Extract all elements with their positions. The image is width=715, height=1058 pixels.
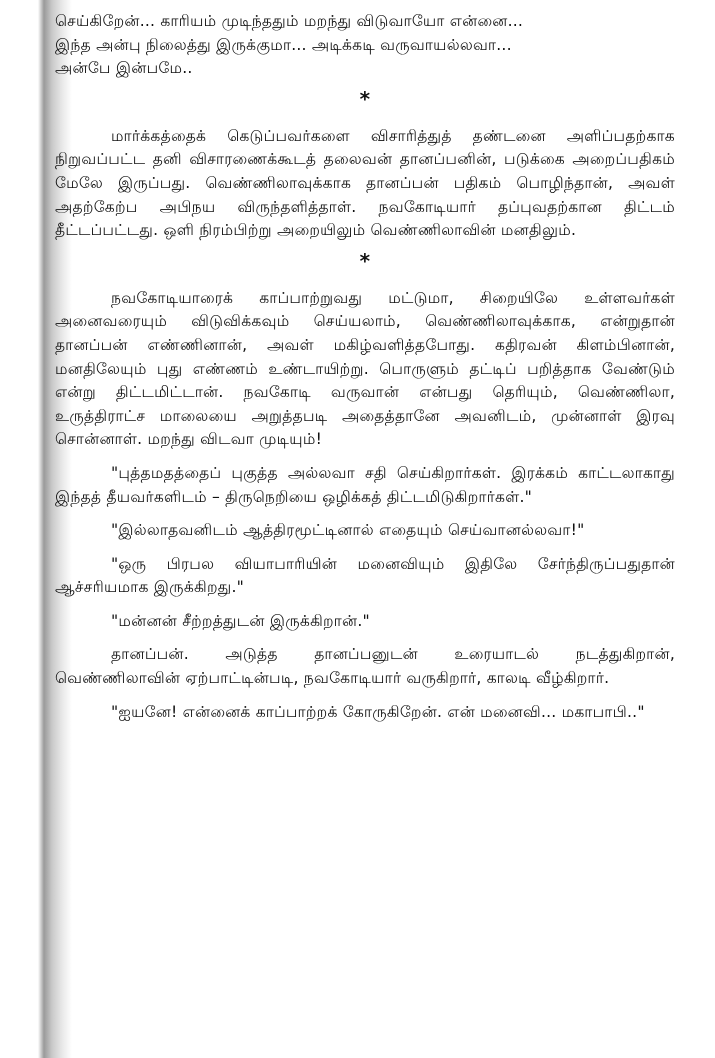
paragraph-9: "ஐயனே! என்னைக் காப்பாற்றக் கோருகிறேன். என் மனைவி... மகாபாபி.." [111,702,645,721]
intro-line-3: அன்பே இன்பமே.. [55,59,193,78]
paragraph-3: நவகோடியாரைக் காப்பாற்றுவது மட்டுமா, சிறையிலே உள்ளவர்கள் அனைவரையும் விடுவிக்கவும் செய்யலாம், வெண்ணிலாவுக்காக, என்றுதான் தானப்பன் எண்ணினான், அவள் மகிழ்வளித்தபோது. கதிரவன் கிளம்பினான், மனதிலேயும் புது எண்ணம் உண்டாயிற்று. பொருளும் தட்டிப் பறித்தாக வேண்டும் என்று திட்டமிட்டான். நவகோடி வருவான் என்பது தெரியும், வெண்ணிலா, உருத்திராட்ச மாலையை அறுத்தபடி அதைத்தானே அவனிடம், முன்னாள் இரவு சொன்னாள். மறந்து விடவா முடியும்! [55,288,675,449]
intro-line-2: இந்த அன்பு நிலைத்து இருக்குமா... அடிக்கடி வருவாயல்லவா... [55,35,512,54]
paragraph-6: "ஒரு பிரபல வியாபாரியின் மனைவியும் இதிலே சேர்ந்திருப்பதுதான் ஆச்சரியமாக இருக்கிறது." [55,554,675,597]
paragraph-4: "புத்தமதத்தைப் புகுத்த அல்லவா சதி செய்கிறார்கள். இரக்கம் காட்டலாகாது இந்தத் தீயவர்களிடம் – திருநெறியை ஒழிக்கத் திட்டமிடுகிறார்கள்." [55,463,675,506]
paragraph-2: மார்க்கத்தைக் கெடுப்பவர்களை விசாரித்துத் தண்டனை அளிப்பதற்காக நிறுவப்பட்ட தனி விசாரணைக்கூடத் தலைவன் தானப்பனின், படுக்கை அறைப்பதிகம் மேலே இருப்பது. வெண்ணிலாவுக்காக தானப்பன் பதிகம் பொழிந்தான், அவள் அதற்கேற்ப அபிநய விருந்தளித்தாள். நவகோடியார் தப்புவதற்கான திட்டம் தீட்டப்பட்டது. ஒளி நிரம்பிற்று அறையிலும் வெண்ணிலாவின் மனதிலும். [55,126,675,240]
page-text-body [55,10,675,724]
section-separator: * [359,86,371,111]
paragraph-5: "இல்லாதவனிடம் ஆத்திரமூட்டினால் எதையும் செய்வானல்லவா!" [111,521,585,540]
paragraph-7: "மன்னன் சீற்றத்துடன் இருக்கிறான்." [111,611,370,630]
section-separator: * [359,248,371,273]
intro-line-1: செய்கிறேன்... காரியம் முடிந்ததும் மறந்து விடுவாயோ என்னை... [55,12,524,30]
paragraph-8: தானப்பன். அடுத்த தானப்பனுடன் உரையாடல் நடத்துகிறான், வெண்ணிலாவின் ஏற்பாட்டின்படி, நவகோடியார் வருகிறார், காலடி வீழ்கிறார். [55,645,675,688]
